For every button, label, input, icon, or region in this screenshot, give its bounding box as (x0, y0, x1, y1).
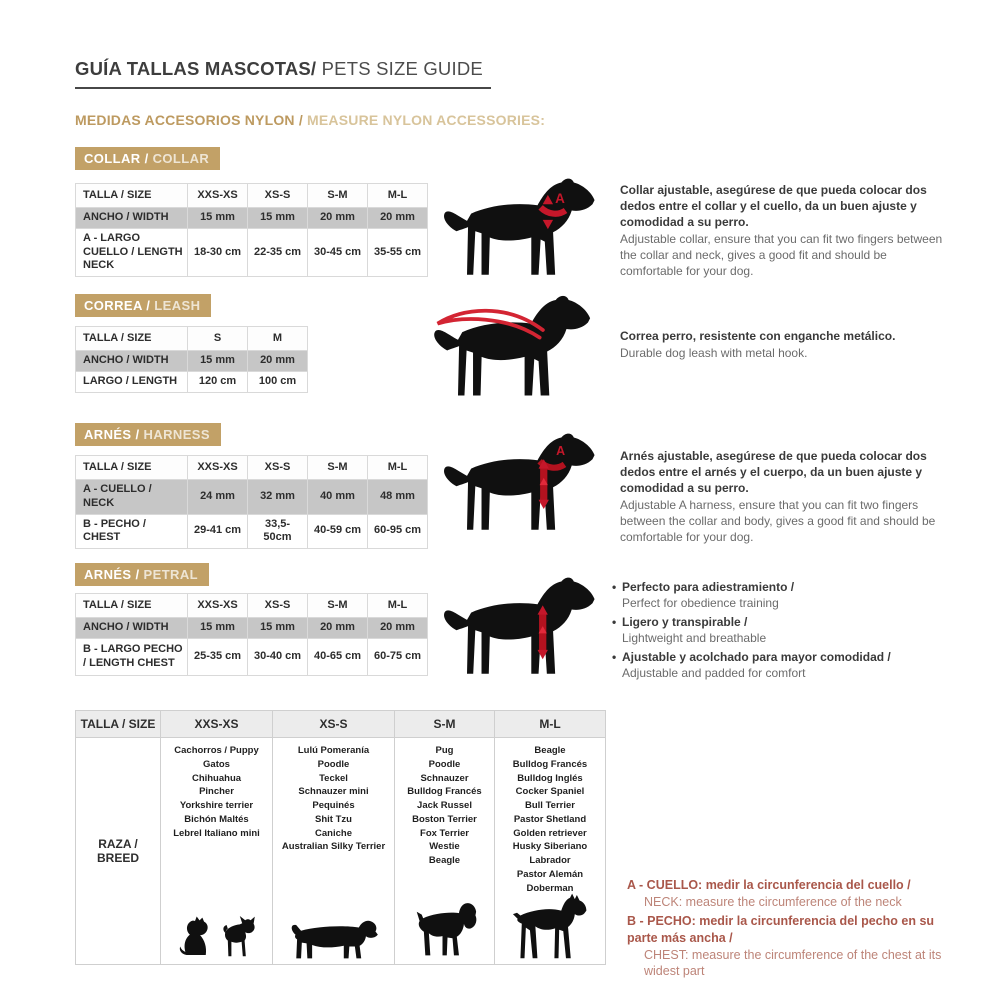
collar-description (620, 183, 950, 280)
col-header: TALLA / SIZE (76, 711, 161, 738)
feature-es: • Perfecto para adiestramiento / (622, 580, 795, 594)
breed-item: Poodle (428, 758, 461, 770)
table-row (76, 228, 428, 276)
feature-en: Adjustable and padded for comfort (622, 665, 806, 680)
breed-item: Pastor Shetland (513, 813, 587, 825)
table-row (76, 618, 428, 639)
petral-badge-es: ARNÉS / (84, 567, 140, 582)
dog-petral-illustration (440, 568, 606, 680)
breed-list (395, 738, 494, 868)
col-header: M-L (368, 594, 428, 618)
value-cell: 15 mm (188, 208, 248, 229)
value-cell: 25-35 cm (188, 638, 248, 675)
breed-item: Boston Terrier (412, 813, 477, 825)
leash-badge-es: CORREA / (84, 298, 151, 313)
collar-badge-es: COLLAR / (84, 151, 149, 166)
breed-item: Beagle (534, 745, 566, 756)
petral-feature-list (612, 580, 947, 686)
collar-badge-en: COLLAR (152, 151, 210, 166)
breed-item: Teckel (319, 772, 348, 784)
breed-cell-s-m (395, 738, 495, 965)
breed-item: Beagle (428, 855, 461, 867)
leash-badge-en: LEASH (154, 298, 201, 313)
value-cell: 22-35 cm (248, 228, 308, 276)
breed-item: Lebrel Italiano mini (173, 827, 260, 839)
value-cell: 15 mm (248, 208, 308, 229)
col-header: XS-S (248, 594, 308, 618)
feature-en: Perfect for obedience training (622, 595, 779, 610)
silhouette-group (495, 893, 605, 961)
breed-item: Poodle (317, 758, 350, 770)
leash-size-table (75, 326, 308, 393)
value-cell: 30-45 cm (308, 228, 368, 276)
dog-leash-illustration (428, 286, 604, 402)
harness-size-table (75, 455, 428, 549)
value-cell: 30-40 cm (248, 638, 308, 675)
page-subtitle (75, 112, 545, 128)
list-item (612, 615, 947, 646)
value-cell: 18-30 cm (188, 228, 248, 276)
page-subtitle-es: MEDIDAS ACCESORIOS NYLON / (75, 112, 303, 128)
breed-list (161, 738, 272, 840)
col-header: XS-S (273, 711, 395, 738)
table-row (76, 514, 428, 549)
col-header: S-M (308, 594, 368, 618)
breed-item: Westie (429, 841, 460, 853)
breed-item: Lulú Pomeranía (297, 745, 370, 756)
table-header-row (76, 594, 428, 618)
breed-item: Labrador (529, 855, 571, 867)
harness-badge-es: ARNÉS / (84, 427, 140, 442)
list-item (612, 580, 947, 611)
breed-item: Husky Siberiano (512, 841, 588, 853)
collar-marker-a: A (555, 191, 565, 207)
page-title (75, 58, 491, 89)
breed-item: Bulldog Francés (407, 786, 482, 798)
value-cell: 20 mm (308, 208, 368, 229)
breed-item: Doberman (526, 882, 574, 894)
silhouette-group (395, 899, 494, 961)
value-cell: 15 mm (248, 618, 308, 639)
col-header: XXS-XS (188, 456, 248, 480)
table-header-row (76, 711, 606, 738)
breed-cell-xs-s (273, 738, 395, 965)
petral-section-badge (75, 563, 209, 586)
table-row (76, 480, 428, 515)
harness-description (620, 449, 950, 546)
schnauzer-silhouette-icon (411, 899, 479, 961)
value-cell: 20 mm (308, 618, 368, 639)
table-row (76, 638, 428, 675)
value-cell: 60-75 cm (368, 638, 428, 675)
breed-item: Pastor Alemán (516, 868, 584, 880)
breed-item: Pug (435, 745, 454, 756)
breed-item: Bulldog Francés (512, 758, 588, 770)
breed-cell-xxs-xs (161, 738, 273, 965)
note-neck-es: A - CUELLO: medir la circunferencia del cuello / (627, 878, 911, 892)
breed-list (273, 738, 394, 854)
page-title-en: PETS SIZE GUIDE (321, 58, 483, 79)
row-label: A - CUELLO / NECK (76, 480, 188, 515)
value-cell: 48 mm (368, 480, 428, 515)
col-header: TALLA / SIZE (76, 594, 188, 618)
petral-size-table (75, 593, 428, 676)
value-cell: 33,5-50cm (248, 514, 308, 549)
petral-badge-en: PETRAL (143, 567, 198, 582)
leash-section-badge (75, 294, 211, 317)
breed-item: Pincher (199, 786, 234, 798)
col-header: M-L (495, 711, 606, 738)
silhouette-group (161, 913, 272, 961)
dog-collar-illustration (440, 169, 606, 281)
col-header: M (248, 327, 308, 351)
col-header: S-M (308, 184, 368, 208)
value-cell: 24 mm (188, 480, 248, 515)
breed-item: Fox Terrier (420, 827, 469, 839)
note-neck-en: NECK: measure the circumference of the neck (644, 894, 902, 909)
row-label: RAZA / BREED (76, 738, 161, 965)
col-header: S-M (308, 456, 368, 480)
table-header-row (76, 327, 308, 351)
table-header-row (76, 184, 428, 208)
table-header-row (76, 456, 428, 480)
breed-item: Caniche (315, 827, 352, 839)
page-title-es: GUÍA TALLAS MASCOTAS/ (75, 58, 317, 79)
silhouette-group (273, 917, 394, 961)
breed-item: Schnauzer mini (298, 786, 369, 798)
breed-size-table (75, 710, 606, 965)
value-cell: 100 cm (248, 371, 308, 392)
cat-silhouette-icon (178, 915, 212, 961)
value-cell: 20 mm (368, 618, 428, 639)
table-row (76, 351, 308, 372)
leash-description (620, 329, 950, 362)
harness-marker-a: A (556, 444, 566, 459)
col-header: S-M (395, 711, 495, 738)
dog-harness-illustration (440, 424, 606, 536)
col-header: S (188, 327, 248, 351)
row-label: ANCHO / WIDTH (76, 351, 188, 372)
row-label: B - LARGO PECHO / LENGTH CHEST (76, 638, 188, 675)
value-cell: 40 mm (308, 480, 368, 515)
table-row (76, 371, 308, 392)
list-item (612, 650, 947, 681)
breed-item: Pequinés (312, 800, 355, 812)
collar-size-table (75, 183, 428, 277)
breed-cell-m-l (495, 738, 606, 965)
doberman-silhouette-icon (509, 893, 591, 961)
value-cell: 120 cm (188, 371, 248, 392)
feature-es: • Ajustable y acolchado para mayor comodidad / (622, 650, 891, 665)
breed-item: Bulldog Inglés (517, 772, 583, 784)
breed-item: Shit Tzu (315, 813, 352, 825)
leash-desc-es: Correa perro, resistente con enganche metálico. (620, 329, 896, 343)
value-cell: 35-55 cm (368, 228, 428, 276)
row-label: A - LARGO CUELLO / LENGTH NECK (76, 228, 188, 276)
breed-item: Yorkshire terrier (179, 800, 254, 812)
row-label: B - PECHO / CHEST (76, 514, 188, 549)
breed-item: Bichón Maltés (184, 813, 249, 825)
col-header: XXS-XS (188, 594, 248, 618)
col-header: M-L (368, 184, 428, 208)
value-cell: 15 mm (188, 618, 248, 639)
chihuahua-silhouette-icon (220, 913, 256, 961)
collar-desc-es: Collar ajustable, asegúrese de que pueda colocar dos dedos entre el collar y el cuello, da un buen ajuste y comodidad a su perro. (620, 183, 927, 229)
harness-badge-en: HARNESS (143, 427, 210, 442)
breed-item: Golden retriever (513, 827, 587, 839)
col-header: TALLA / SIZE (76, 327, 188, 351)
page-subtitle-en: MEASURE NYLON ACCESSORIES: (307, 112, 546, 128)
breed-item: Schnauzer (420, 772, 469, 784)
col-header: TALLA / SIZE (76, 456, 188, 480)
note-chest-en: CHEST: measure the circumference of the chest at its widest part (644, 947, 942, 979)
value-cell: 60-95 cm (368, 514, 428, 549)
breed-item: Cocker Spaniel (515, 786, 585, 798)
leash-desc-en: Durable dog leash with metal hook. (620, 345, 808, 360)
value-cell: 15 mm (188, 351, 248, 372)
dog-silhouette-icon (440, 169, 606, 281)
col-header: XXS-XS (161, 711, 273, 738)
breed-item: Bull Terrier (525, 800, 575, 812)
value-cell: 20 mm (368, 208, 428, 229)
breed-item: Cachorros / Puppy (174, 745, 259, 756)
harness-section-badge (75, 423, 221, 446)
dachshund-silhouette-icon (286, 917, 381, 961)
value-cell: 20 mm (248, 351, 308, 372)
row-label: ANCHO / WIDTH (76, 208, 188, 229)
value-cell: 40-65 cm (308, 638, 368, 675)
breed-item: Australian Silky Terrier (281, 841, 386, 853)
col-header: M-L (368, 456, 428, 480)
breed-item: Chihuahua (191, 772, 242, 784)
row-label: ANCHO / WIDTH (76, 618, 188, 639)
measuring-notes (627, 877, 967, 982)
value-cell: 29-41 cm (188, 514, 248, 549)
col-header: XS-S (248, 456, 308, 480)
value-cell: 32 mm (248, 480, 308, 515)
table-row (76, 208, 428, 229)
feature-en: Lightweight and breathable (622, 630, 767, 645)
col-header: XXS-XS (188, 184, 248, 208)
table-row (76, 738, 606, 965)
value-cell: 40-59 cm (308, 514, 368, 549)
row-label: LARGO / LENGTH (76, 371, 188, 392)
breed-item: Gatos (203, 758, 230, 770)
col-header: TALLA / SIZE (76, 184, 188, 208)
harness-desc-es: Arnés ajustable, asegúrese de que pueda colocar dos dedos entre el arnés y el cuerpo, da un buen ajuste y comodidad a su perro. (620, 449, 927, 495)
dog-silhouette-icon (440, 424, 606, 536)
harness-desc-en: Adjustable A harness, ensure that you can fit two fingers between the collar and body, gives a good fit and should be comfortable for your dog. (620, 497, 936, 544)
col-header: XS-S (248, 184, 308, 208)
feature-es: • Ligero y transpirable / (622, 615, 748, 630)
dog-silhouette-icon (440, 568, 606, 680)
breed-item: Jack Russel (417, 800, 472, 812)
collar-section-badge (75, 147, 220, 170)
breed-list (495, 738, 605, 895)
dog-silhouette-icon (428, 286, 604, 402)
collar-desc-en: Adjustable collar, ensure that you can fit two fingers between the collar and neck, gives a good fit and should be comfortable for your dog. (620, 231, 943, 278)
note-chest-es: B - PECHO: medir la circunferencia del pecho en su parte más ancha / (627, 913, 935, 945)
